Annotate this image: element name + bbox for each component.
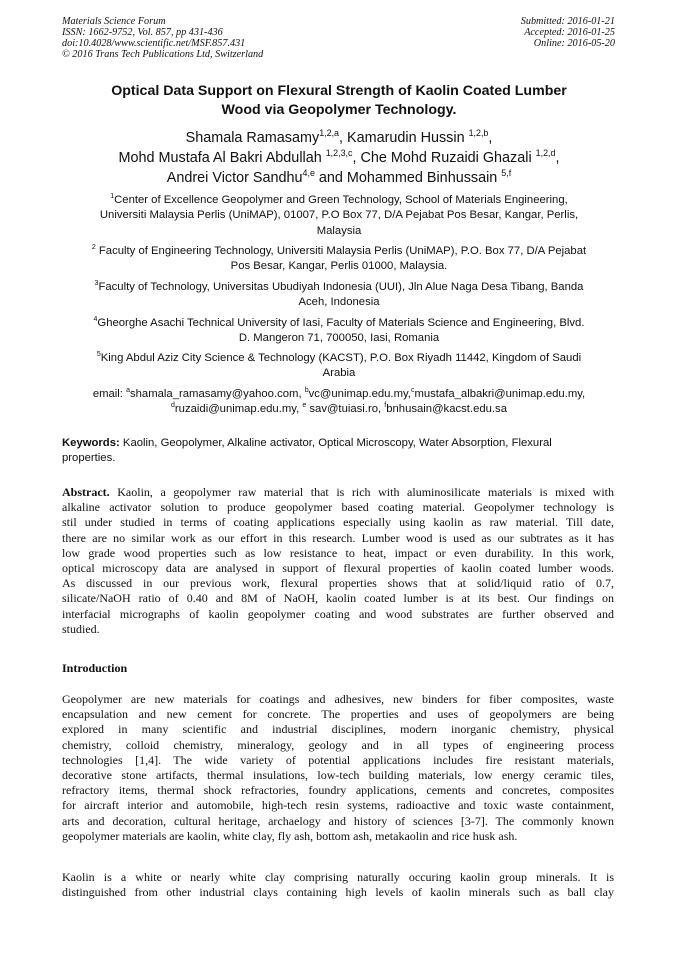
section-heading [62, 661, 614, 676]
email-address[interactable]: ruzaidi@unimap.edu.my, [174, 403, 303, 416]
journal-issn: ISSN: 1662-9752, Vol. 857, pp 431-436 [62, 27, 223, 38]
affiliation-2 [62, 244, 616, 275]
keywords-text: Kaolin, Geopolymer, Alkaline activator, Optical Microscopy, Water Absorption, Flexural [119, 437, 552, 449]
journal-doi: doi:10.4028/www.scientific.net/MSF.857.431 [62, 38, 246, 49]
abstract-line: silicate/NaOH ratio of 0.40 and 8M of NaOH, kaolin coated lumber is at its best. Our findings on [62, 591, 614, 606]
affiliation-number: 2 [91, 244, 96, 252]
email-marker: c [410, 387, 415, 395]
abstract-line: alkaline activator solution to produce geopolymer based coating material. Geopolymer technology is [62, 500, 614, 515]
body-line: geopolymer materials are kaolin, white clay, fly ash, bottom ash, metakaolin and rice husk ash. [62, 828, 518, 843]
email-address[interactable]: mustafa_albakri@unimap.edu.my, [414, 388, 586, 400]
affiliation-line: Arabia [322, 367, 356, 380]
section-heading-text: Introduction [62, 661, 128, 675]
abstract-line: optical microscopy data are analysed in support of flexural properties of kaolin coated lumber woods. [62, 561, 614, 576]
affiliation-line: Universiti Malaysia Perlis (UniMAP), 01007, P.O Box 77, D/A Pejabat Pos Besar, Kangar, Perlis, [99, 209, 579, 222]
title-line: Optical Data Support on Flexural Strength of Kaolin Coated Lumber [111, 83, 567, 99]
affiliation-1 [62, 193, 616, 239]
email-list [62, 387, 616, 418]
body-line: technologies [1,4]. The wide variety of potential applications includes fire resistant materials, [62, 752, 614, 767]
affiliation-line [62, 244, 616, 259]
author-name: Shamala Ramasamy [185, 130, 320, 146]
author-affil-marker: 1,2,a [319, 128, 339, 139]
abstract-line: As discussed in our previous work, flexural properties shows that at solid/liquid ratio of 0.7, [62, 576, 614, 591]
affiliation-4 [62, 316, 616, 347]
email-line [62, 387, 616, 402]
author-name: , Che Mohd Ruzaidi Ghazali [352, 150, 536, 166]
affiliation-number: 4 [93, 316, 98, 324]
affiliation-text: Gheorghe Asachi Technical University of Iasi, Faculty of Materials Science and Engineering, Blvd. [97, 317, 585, 329]
affiliation-text: King Abdul Aziz City Science & Technology (KACST), P.O. Box Riyadh 11442, Kingdom of Saudi [100, 352, 582, 364]
affiliation-5 [62, 351, 616, 382]
affiliation-number: 1 [110, 193, 115, 201]
introduction-heading [62, 661, 614, 676]
affiliation-line: Aceh, Indonesia [298, 296, 380, 309]
email-address[interactable]: vc@unimap.edu.my, [308, 388, 411, 400]
submitted-date: Submitted: 2016-01-21 [520, 16, 615, 27]
affiliation-number: 3 [94, 280, 99, 288]
journal-info [62, 16, 263, 60]
email-marker: e [302, 402, 307, 410]
affiliation-text: Faculty of Technology, Universitas Ubudiyah Indonesia (UUI), Jln Alue Naga Desa Tibang, Banda [98, 281, 584, 293]
affiliation-line [62, 351, 616, 366]
author-line [62, 148, 616, 168]
abstract [62, 485, 614, 637]
affiliation-line: D. Mangeron 71, 700050, Iasi, Romania [238, 332, 440, 345]
affiliation-line: Malaysia [316, 224, 362, 237]
publication-dates [521, 16, 615, 49]
introduction-paragraph-2 [62, 870, 614, 900]
body-line: arts and decoration, cultural heritage, archaelogy and history of sciences [3-7]. The commonly known [62, 813, 614, 828]
paper-title [62, 82, 616, 120]
body-line: distinguished from other industrial clays containing high levels of kaolin minerals such as ball clay [62, 885, 614, 900]
body-line: encapsulation and new cement for concrete. The properties and uses of geopolymers are being [62, 707, 614, 722]
accepted-date: Accepted: 2016-01-25 [524, 27, 615, 38]
abstract-line: interfacial micrographs of kaolin geopolymer coating and wood substrates are further observed and [62, 606, 614, 621]
keywords-line: properties. [62, 452, 116, 465]
email-line [62, 402, 616, 417]
journal-name: Materials Science Forum [62, 16, 166, 27]
author-name: and Mohammed Binhussain [314, 170, 502, 186]
author-affil-marker: 5,f [501, 168, 512, 179]
body-line: decorative stone artifacts, thermal insulations, low-tech building materials, low energy ceramic tiles, [62, 768, 614, 783]
journal-copyright: © 2016 Trans Tech Publications Ltd, Switzerland [62, 49, 264, 60]
affiliation-line [62, 193, 616, 208]
abstract-line [62, 485, 614, 500]
email-marker: d [171, 402, 175, 410]
affiliation-line: Pos Besar, Kangar, Perlis 01000, Malaysia. [230, 260, 448, 273]
email-address[interactable]: sav@tuiasi.ro, [306, 403, 385, 416]
abstract-line: studied. [62, 621, 100, 636]
author-name: Andrei Victor Sandhu [166, 170, 303, 186]
author-line [62, 168, 616, 188]
affiliation-3 [62, 280, 616, 311]
affiliation-text: Faculty of Engineering Technology, Universiti Malaysia Perlis (UniMAP), P.O. Box 77, D/A Pejabat [95, 245, 587, 257]
author-affil-marker: 4,e [302, 168, 315, 179]
author-separator: , [555, 150, 560, 166]
body-line: chemistry, colloid chemistry, mineralogy, geology and in all types of engineering process [62, 737, 614, 752]
email-address[interactable]: bnhusain@kacst.edu.sa [386, 403, 507, 416]
keywords-label: Keywords: [62, 437, 120, 449]
email-marker: f [384, 402, 387, 410]
author-affil-marker: 1,2,b [468, 128, 489, 139]
keywords-line [62, 436, 616, 451]
abstract-label: Abstract. [62, 485, 110, 499]
body-line: refractory items, thermal shock refractories, foundry applications, cements and concretes, composites [62, 783, 614, 798]
body-line: for aircraft interior and automobile, high-tech resin systems, radioactive and toxic waste containment, [62, 798, 614, 813]
body-line: explored in many scientific and industrial disciplines, modern inorganic chemistry, physical [62, 722, 614, 737]
author-affil-marker: 1,2,3,c [325, 148, 353, 159]
author-separator: , [488, 130, 493, 146]
email-marker: b [304, 387, 309, 395]
body-line: Kaolin is a white or nearly white clay comprising naturally occuring kaolin group minerals. It is [62, 870, 614, 884]
online-date: Online: 2016-05-20 [533, 38, 615, 49]
author-name: , Kamarudin Hussin [339, 130, 469, 146]
introduction-paragraph-1 [62, 692, 614, 844]
author-affil-marker: 1,2,d [535, 148, 556, 159]
affiliation-text: Center of Excellence Geopolymer and Green Technology, School of Materials Engineering, [114, 194, 568, 206]
abstract-text: Kaolin, a geopolymer raw material that is rich with aluminosilicate materials is mixed with [109, 485, 614, 499]
author-name: Mohd Mustafa Al Bakri Abdullah [118, 150, 326, 166]
email-label: email: [92, 388, 127, 400]
abstract-line: low grade wood properties such as low resistance to heat, impact or even durability. In this work, [62, 545, 614, 560]
affiliation-number: 5 [96, 351, 101, 359]
author-line [62, 128, 616, 148]
affiliation-line [62, 280, 616, 295]
body-line: Geopolymer are new materials for coatings and adhesives, new binders for fiber composites, waste [62, 692, 614, 706]
keywords [62, 436, 616, 467]
title-line: Wood via Geopolymer Technology. [221, 102, 457, 118]
email-marker: a [126, 387, 130, 395]
abstract-line: there are no similar work as our effort in this research. Lumber wood is used as our subtrates as it has [62, 530, 614, 545]
author-list [62, 128, 616, 188]
affiliation-line [62, 316, 616, 331]
email-address[interactable]: shamala_ramasamy@yahoo.com, [130, 388, 305, 400]
abstract-line: stil under studied in terms of coating applications especially using kaolin as raw material. Till date, [62, 515, 614, 530]
